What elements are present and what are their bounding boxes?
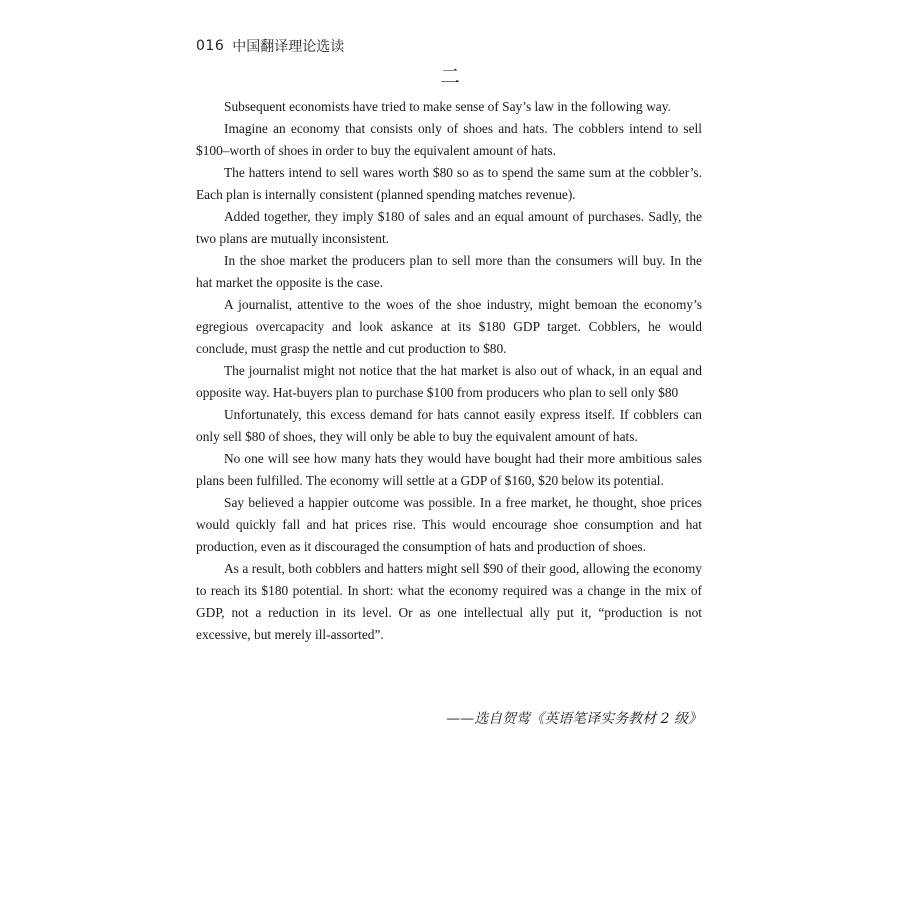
paragraph: The journalist might not notice that the hat market is also out of whack, in an equal and opposite way. Hat-buyers plan to purchase $100 from producers who plan to sell only $80 [196,363,702,400]
paragraph: The hatters intend to sell wares worth $80 so as to spend the same sum at the cobbler’s. Each plan is internally consistent (planned spending matches revenue). [196,165,702,202]
source-credit: ——选自贺莺《英语笔译实务教材 2 级》 [446,711,702,727]
paragraph: Imagine an economy that consists only of shoes and hats. The cobblers intend to sell $100–worth of shoes in order to buy the equivalent amount of hats. [196,121,702,158]
running-header [196,36,344,56]
paragraph: Added together, they imply $180 of sales and an equal amount of purchases. Sadly, the two plans are mutually inconsistent. [196,209,702,246]
paragraph: A journalist, attentive to the woes of the shoe industry, might bemoan the economy’s egregious overcapacity and look askance at its $180 GDP target. Cobblers, he would conclude, must grasp the nettle and cut production to $80. [196,297,702,356]
book-title: 中国翻译理论选读 [232,39,345,55]
page-number: 016 [196,38,225,54]
paragraph: As a result, both cobblers and hatters might sell $90 of their good, allowing the economy to reach its $180 potential. In short: what the economy required was a change in the mix of GDP, not a reduction in its level. Or as one intellectual ally put it, “production is not excessive, but merely ill-assorted”. [196,561,702,642]
section-numeral: 二 [440,64,460,88]
article-body [196,96,702,646]
paragraph: In the shoe market the producers plan to sell more than the consumers will buy. In the hat market the opposite is the case. [196,253,702,290]
paragraph: Unfortunately, this excess demand for hats cannot easily express itself. If cobblers can only sell $80 of shoes, they will only be able to buy the equivalent amount of hats. [196,407,702,444]
paragraph: No one will see how many hats they would have bought had their more ambitious sales plans been fulfilled. The economy will settle at a GDP of $160, $20 below its potential. [196,451,702,488]
paragraph: Subsequent economists have tried to make sense of Say’s law in the following way. [224,99,671,114]
paragraph: Say believed a happier outcome was possible. In a free market, he thought, shoe prices would quickly fall and hat prices rise. This would encourage shoe consumption and hat production, even as it discouraged the consumption of hats and production of shoes. [196,495,702,554]
